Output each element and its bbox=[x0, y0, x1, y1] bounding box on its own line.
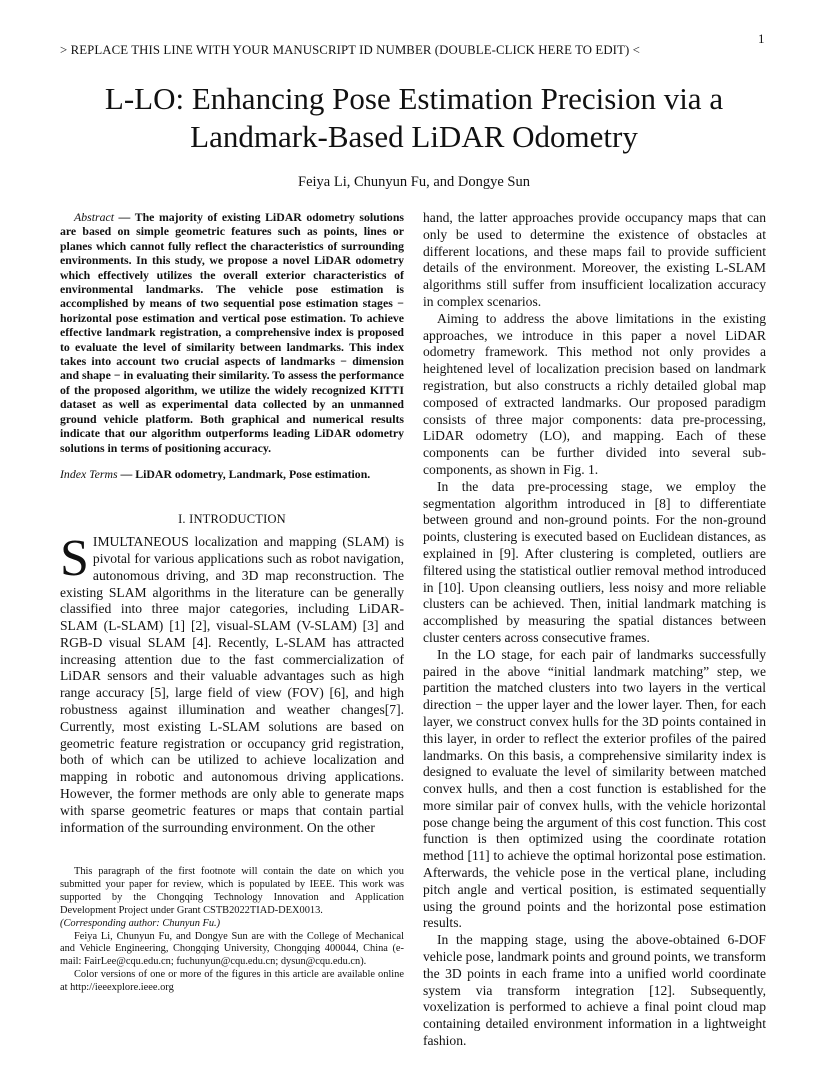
drop-cap: S bbox=[60, 530, 89, 588]
intro-paragraph-text: IMULTANEOUS localization and mapping (SLAM) is pivotal for various applications such as robot navigation, autonomous driving, and 3D map reconstruction. The existing SLAM algorithms in the literature can be generally classified into three major categories, including LiDAR-SLAM (L-SLAM) [1] [2], visual-SLAM (V-SLAM) [3] and RGB-D visual SLAM [4]. Recently, L-SLAM has attracted increasing attention due to the fast commercialization of LiDAR sensors and their valuable advantages such as high range accuracy [5], large field of view (FOV) [6], and high robustness against illumination and weather changes[7]. Currently, most existing L-SLAM solutions are based on geometric feature registration or occupancy grid registration, both of which can be utilized to achieve localization and mapping in robotic and autonomous driving applications. However, the former methods are only able to generate maps with sparse geometric features or maps that contain partial information of the surrounding environment. On the other bbox=[60, 534, 404, 835]
author-list: Feiya Li, Chunyun Fu, and Dongye Sun bbox=[298, 174, 530, 190]
intro-paragraph bbox=[60, 530, 404, 836]
index-terms-text: — LiDAR odometry, Landmark, Pose estimation. bbox=[117, 466, 371, 481]
footnote-funding: This paragraph of the first footnote will contain the date on which you submitted your paper for review, which is populated by IEEE. This work was supported by the Chongqing Technology Innovation and Application Development Project under Grant CSTB2022TIAD-DEX0013. bbox=[60, 866, 404, 916]
index-terms bbox=[60, 467, 404, 481]
footnotes bbox=[60, 866, 404, 995]
paragraph-lo-stage: In the LO stage, for each pair of landmarks successfully paired in the above “initial landmark matching” step, we partition the matched clusters into two layers in the vertical direction − the upper layer and the lower layer. Then, for each layer, we construct convex hulls for the 3D points contained in this layer, in order to reflect the exterior profiles of the paired landmarks. On this basis, a comprehensive similarity index is designed to evaluate the level of similarity between matched convex hulls, and then a cost function is established for the more similar pair of convex hulls, with the vehicle horizontal pose change being the argument of this cost function. This cost function is then optimized using the coordinate rotation method [11] to achieve the optimal horizontal pose estimation. Afterwards, the vehicle pose in the vertical plane, including pitch angle and vertical position, is estimated sequentially using the ground points and the horizontal pose estimation results. bbox=[423, 646, 766, 931]
right-column bbox=[423, 210, 766, 1050]
page-number: 1 bbox=[758, 31, 765, 46]
section-heading-introduction: I. INTRODUCTION bbox=[178, 512, 286, 527]
paragraph-framework: Aiming to address the above limitations in the existing approaches, we introduce in this paper a novel LiDAR odometry framework. This method not only provides a heightened level of localization precision based on landmark registration, but also constructs a richly detailed global map composed of extracted landmarks. Our proposed paradigm consists of three major components: data pre-processing, LiDAR odometry (LO), and mapping. Each of these components can be further divided into several sub-components, as shown in Fig. 1. bbox=[423, 310, 766, 477]
footnote-color-note: Color versions of one or more of the figures in this article are available online at http://ieeexplore.ieee.org bbox=[60, 969, 404, 994]
abstract-text: — The majority of existing LiDAR odometry solutions are based on simple geometric features such as points, lines or planes which cannot fully reflect the characteristics of surrounding environments. In this study, we propose a novel LiDAR odometry which effectively utilizes the overall exterior characteristics of environmental landmarks. The vehicle pose estimation is accomplished by means of two sequential pose estimation stages − horizontal pose estimation and vertical pose estimation. To achieve effective landmark registration, a comprehensive index is proposed to evaluate the level of similarity between landmarks. This index takes into account two crucial aspects of landmarks − dimension and shape − in evaluating their similarity. To assess the performance of the proposed algorithm, we utilize the widely recognized KITTI dataset as well as experimental data collected by an unmanned ground vehicle platform. Both graphical and numerical results indicate that our algorithm outperforms leading LiDAR odometry solutions in terms of positioning accuracy. bbox=[60, 210, 404, 455]
paragraph-preprocessing: In the data pre-processing stage, we employ the segmentation algorithm introduced in [8] to differentiate between ground and non-ground points. For the non-ground points, clustering is executed based on Euclidean distances, as explained in [9]. After clustering is completed, outliers are filtered using the statistical outlier removal method introduced in [10]. Upon cleansing outliers, less noisy and more reliable clusters can be achieved. Then, initial landmark matching is accomplished by measuring the spatial distances between cluster centers across consecutive frames. bbox=[423, 478, 766, 645]
footnote-corresponding: (Corresponding author: Chunyun Fu.) bbox=[60, 917, 221, 929]
abstract bbox=[60, 210, 404, 455]
paragraph-mapping: In the mapping stage, using the above-obtained 6-DOF vehicle pose, landmark points and ground points, we transform the 3D points in each frame into a unified world coordinate system via transform integration [12]. Subsequently, voxelization is performed to achieve a final point cloud map containing detailed environment information in a lightweight fashion. bbox=[423, 932, 766, 1049]
index-terms-label: Index Terms bbox=[60, 466, 118, 481]
paper-title: L-LO: Enhancing Pose Estimation Precision via a Landmark-Based LiDAR Odometry bbox=[104, 81, 724, 154]
footnote-affiliation: Feiya Li, Chunyun Fu, and Dongye Sun are with the College of Mechanical and Vehicle Engineering, Chongqing University, Chongqing 400044, China (e-mail: FairLee@cqu.edu.cn; fuchunyun@cqu.edu.cn; dysun@cqu.edu.cn). bbox=[60, 930, 404, 968]
manuscript-header: > REPLACE THIS LINE WITH YOUR MANUSCRIPT ID NUMBER (DOUBLE-CLICK HERE TO EDIT) < bbox=[60, 43, 640, 57]
continuation-paragraph: hand, the latter approaches provide occupancy maps that can only be used to determine the existence of obstacles at different locations, and these maps fail to provide sufficient details of the environment. Moreover, the existing L-SLAM algorithms still suffer from insufficient localization accuracy in complex scenarios. bbox=[423, 210, 766, 309]
left-column bbox=[60, 210, 404, 836]
abstract-label: Abstract bbox=[74, 210, 114, 224]
